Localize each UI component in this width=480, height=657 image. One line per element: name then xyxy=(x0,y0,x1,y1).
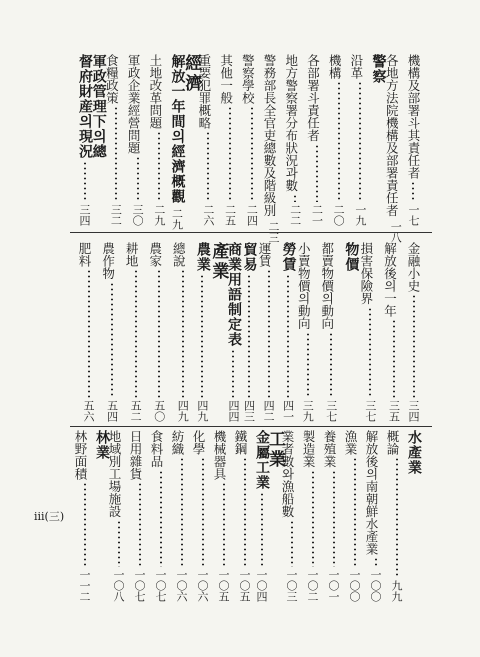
toc-entry-title: 肥料 xyxy=(77,242,92,267)
leader-dots xyxy=(357,81,363,202)
toc-entry xyxy=(220,54,241,226)
toc-entry-title: 漁業 xyxy=(343,430,358,455)
toc-entry xyxy=(328,54,349,226)
leader-dots xyxy=(180,269,186,398)
leader-dots xyxy=(266,269,272,398)
toc-entry-page: 四九 xyxy=(195,400,209,422)
leader-dots xyxy=(82,482,88,567)
toc-entry xyxy=(196,242,209,422)
toc-entry-page: 一〇〇 xyxy=(348,569,361,602)
divider-rule xyxy=(70,232,432,233)
toc-entry xyxy=(407,54,420,226)
toc-entry-title: 物價 xyxy=(343,242,360,272)
leader-dots xyxy=(394,457,400,578)
toc-entry xyxy=(262,54,284,243)
toc-entry-title: 各地方法院機構及部署責任者 xyxy=(384,54,400,217)
toc-entry-page: 一八 xyxy=(389,220,403,243)
leader-dots xyxy=(328,332,334,399)
toc-entry-title: 業者數와漁船數 xyxy=(280,430,295,518)
toc-entry xyxy=(285,54,306,226)
toc-entry xyxy=(78,242,99,422)
toc-entry-page: 五四 xyxy=(105,400,119,422)
toc-entry-title: 警察 xyxy=(370,54,387,84)
toc-entry xyxy=(171,430,192,602)
toc-entry-title: 概論 xyxy=(385,430,400,455)
toc-entry xyxy=(198,54,219,226)
leader-dots xyxy=(336,81,342,202)
toc-entry xyxy=(302,430,323,602)
page-folio: iii(三) xyxy=(34,510,65,523)
toc-entry-title: 食糧政策 xyxy=(104,54,120,104)
toc-entry-title: 運賃 xyxy=(257,242,273,267)
toc-entry-title: 機械器具 xyxy=(212,430,227,480)
leader-dots xyxy=(158,470,164,568)
toc-entry xyxy=(243,242,256,422)
toc-entry xyxy=(125,242,146,422)
leader-dots xyxy=(179,457,185,567)
toc-entry-page: 五〇 xyxy=(152,400,166,422)
toc-entry-title: 土地改革問題 xyxy=(147,54,163,129)
leader-dots xyxy=(156,269,162,398)
toc-entry-title: 地域別工場施設 xyxy=(107,430,122,518)
toc-entry-page: 二〇 xyxy=(332,204,346,226)
toc-entry xyxy=(343,242,360,422)
toc-entry-title: 林業 xyxy=(94,430,110,460)
toc-entry xyxy=(213,430,234,602)
leader-dots xyxy=(289,520,295,568)
toc-entry-page: 九九 xyxy=(390,580,403,602)
toc-entry-title: 商業用語制定表 xyxy=(225,242,242,347)
leader-dots xyxy=(109,282,115,399)
leader-dots xyxy=(373,557,379,567)
toc-entry-page: 四四 xyxy=(226,400,240,422)
toc-entry-title: 農家 xyxy=(147,242,163,267)
toc-entry-title: 金融小史 xyxy=(406,242,421,292)
toc-entry-title: 食料品 xyxy=(149,430,164,468)
toc-entry xyxy=(258,242,279,422)
toc-entry-page: 四一 xyxy=(281,400,295,422)
toc-entry-title: 小賣物價의動向 xyxy=(296,242,312,330)
leader-dots xyxy=(410,181,416,202)
toc-entry-page: 三二 xyxy=(109,204,123,226)
toc-entry-page: 一七 xyxy=(406,204,420,226)
leader-dots xyxy=(137,482,143,567)
leader-dots xyxy=(411,294,417,398)
toc-entry-title: 經濟 xyxy=(181,54,202,94)
leader-dots xyxy=(310,470,316,568)
toc-entry-page: 三四 xyxy=(78,204,91,226)
toc-entry-page: 二四 xyxy=(245,204,259,226)
leader-dots xyxy=(200,457,206,567)
toc-entry xyxy=(181,54,202,226)
leader-dots xyxy=(259,492,265,567)
toc-entry-title: 機構 xyxy=(327,54,343,79)
leader-dots xyxy=(352,457,358,567)
toc-entry-title: 重要犯罪概略 xyxy=(196,54,212,129)
leader-dots xyxy=(285,274,291,398)
toc-entry-title: 各部署斗責任者 xyxy=(305,54,321,142)
toc-entry-page: 三四 xyxy=(407,400,420,422)
toc-entry-title: 貿易 xyxy=(241,242,258,272)
toc-entry-page: 五二 xyxy=(129,400,143,422)
toc-entry xyxy=(306,54,327,226)
toc-entry-title: 都賣物價의動向 xyxy=(319,242,335,330)
toc-entry xyxy=(149,54,170,226)
toc-band-middle xyxy=(78,242,420,422)
toc-entry xyxy=(407,242,420,422)
toc-entry-title: 鐵鋼 xyxy=(233,430,248,455)
toc-entry-title: 日用雜貨 xyxy=(128,430,143,480)
leader-dots xyxy=(199,274,205,398)
toc-entry xyxy=(282,242,295,422)
toc-entry-title: 農作物 xyxy=(100,242,116,280)
toc-entry-page: 二九 xyxy=(170,208,184,230)
toc-entry-title: 勞賃 xyxy=(280,242,297,272)
toc-entry-title: 總說 xyxy=(171,242,187,267)
toc-entry-page: 一〇七 xyxy=(133,569,146,602)
leader-dots xyxy=(221,482,227,567)
leader-dots xyxy=(113,106,119,202)
leader-dots xyxy=(242,457,248,567)
toc-entry-title: 機構及部署斗其責任者 xyxy=(405,54,421,179)
toc-entry-page: 三七 xyxy=(324,400,338,422)
toc-entry-page: 一〇六 xyxy=(196,569,209,602)
toc-entry xyxy=(241,54,262,226)
toc-entry xyxy=(74,430,95,602)
toc-entry xyxy=(297,242,318,422)
toc-entry xyxy=(129,430,150,602)
toc-entry-title: 督府財産의現況 xyxy=(77,54,93,159)
toc-entry-page: 二三 xyxy=(267,220,281,243)
toc-entry-title: 軍政管理下의總 xyxy=(90,54,107,159)
toc-entry-title: 解放後의南朝鮮水產業 xyxy=(364,430,379,555)
toc-entry xyxy=(372,54,385,226)
leader-dots xyxy=(292,194,298,203)
toc-entry-title: 紡織 xyxy=(170,430,185,455)
toc-entry-page: 二五 xyxy=(223,204,237,226)
toc-entry-page: 一〇六 xyxy=(175,569,188,602)
toc-entry xyxy=(78,54,91,226)
toc-entry xyxy=(365,430,386,602)
divider-rule xyxy=(70,426,432,427)
toc-entry-page: 一〇二 xyxy=(306,569,319,602)
toc-entry-title: 水產業 xyxy=(406,430,422,475)
toc-entry-page: 三五 xyxy=(387,400,401,422)
toc-entry xyxy=(192,430,213,602)
toc-entry xyxy=(281,430,302,602)
toc-entry-title: 工業 xyxy=(265,430,285,470)
toc-entry-title: 林野面積 xyxy=(73,430,88,480)
toc-entry-title: 其他一般 xyxy=(218,54,234,104)
toc-entry xyxy=(92,54,105,226)
toc-entry xyxy=(172,242,193,422)
toc-entry-page: 一〇四 xyxy=(255,569,268,602)
toc-entry-page: 一一二 xyxy=(78,569,91,602)
toc-entry-page: 一〇五 xyxy=(238,569,251,602)
toc-entry xyxy=(149,242,170,422)
toc-entry-page: 三七 xyxy=(363,400,377,422)
toc-entry xyxy=(384,54,406,243)
leader-dots xyxy=(156,131,162,202)
toc-entry-page: 二六 xyxy=(201,204,215,226)
toc-entry-page: 五六 xyxy=(82,400,95,422)
toc-entry xyxy=(407,430,420,602)
toc-entry-title: 耕地 xyxy=(124,242,140,267)
toc-entry xyxy=(350,54,371,226)
toc-entry xyxy=(102,242,123,422)
toc-entry-title: 地方警察署分布狀況과數 xyxy=(283,54,299,192)
toc-entry-title: 損害保險界 xyxy=(358,242,374,305)
toc-entry-page: 四三 xyxy=(242,400,256,422)
leader-dots xyxy=(116,520,122,568)
toc-entry-title: 解放一年間의經濟概觀 xyxy=(169,54,186,204)
toc-entry-page: 四二 xyxy=(262,400,276,422)
leader-dots xyxy=(205,131,211,202)
leader-dots xyxy=(133,269,139,398)
toc-entry-title: 養殖業 xyxy=(322,430,337,468)
toc-entry xyxy=(227,242,240,422)
toc-entry-page: 一〇一 xyxy=(327,569,340,602)
leader-dots xyxy=(249,106,255,202)
toc-entry xyxy=(383,242,404,422)
toc-entry-page: 三〇 xyxy=(131,204,145,226)
leader-dots xyxy=(305,332,311,399)
leader-dots xyxy=(246,274,252,398)
leader-dots xyxy=(135,156,141,202)
toc-entry-title: 沿革 xyxy=(348,54,364,79)
leader-dots xyxy=(314,144,320,203)
toc-entry xyxy=(386,430,407,602)
toc-entry-page: 二九 xyxy=(152,204,166,226)
toc-entry-title: 警察學校 xyxy=(240,54,256,104)
toc-entry xyxy=(323,430,344,602)
toc-entry-title: 軍政企業經營問題 xyxy=(126,54,142,154)
toc-entry-page: 二一 xyxy=(310,204,324,226)
toc-entry-page: 一〇五 xyxy=(217,569,230,602)
toc-entry-title: 金屬工業 xyxy=(254,430,270,490)
leader-dots xyxy=(227,106,233,202)
toc-entry-page: 一〇三 xyxy=(285,569,298,602)
toc-entry-page: 二二 xyxy=(288,204,302,226)
toc-entry-page: 一〇〇 xyxy=(369,569,382,602)
toc-entry-title: 解放後의一年 xyxy=(382,242,398,317)
toc-entry-title: 化學 xyxy=(191,430,206,455)
toc-entry xyxy=(208,242,229,422)
toc-entry xyxy=(344,430,365,602)
toc-entry xyxy=(127,54,148,226)
toc-entry xyxy=(360,242,381,422)
toc-entry xyxy=(321,242,342,422)
toc-entry-title: 產業 xyxy=(208,242,229,282)
toc-entry-page: 一〇八 xyxy=(112,569,125,602)
toc-band-top xyxy=(77,54,421,243)
leader-dots xyxy=(230,349,236,398)
toc-entry-title: 警務部長全官吏總數及階級別 xyxy=(262,54,278,217)
toc-entry-page: 三九 xyxy=(301,400,315,422)
leader-dots xyxy=(331,470,337,568)
toc-entry xyxy=(105,54,126,226)
leader-dots xyxy=(367,307,373,399)
toc-entry-title: 農業 xyxy=(194,242,211,272)
toc-entry-page: 一〇七 xyxy=(154,569,167,602)
toc-entry-page: 一九 xyxy=(353,204,367,226)
leader-dots xyxy=(82,161,88,202)
toc-entry-title: 製造業 xyxy=(301,430,316,468)
toc-entry xyxy=(150,430,171,602)
toc-entry xyxy=(108,430,129,602)
toc-band-bottom xyxy=(73,430,422,602)
leader-dots xyxy=(86,269,92,398)
toc-entry xyxy=(234,430,255,602)
leader-dots xyxy=(391,319,397,398)
toc-entry-page: 四九 xyxy=(176,400,190,422)
